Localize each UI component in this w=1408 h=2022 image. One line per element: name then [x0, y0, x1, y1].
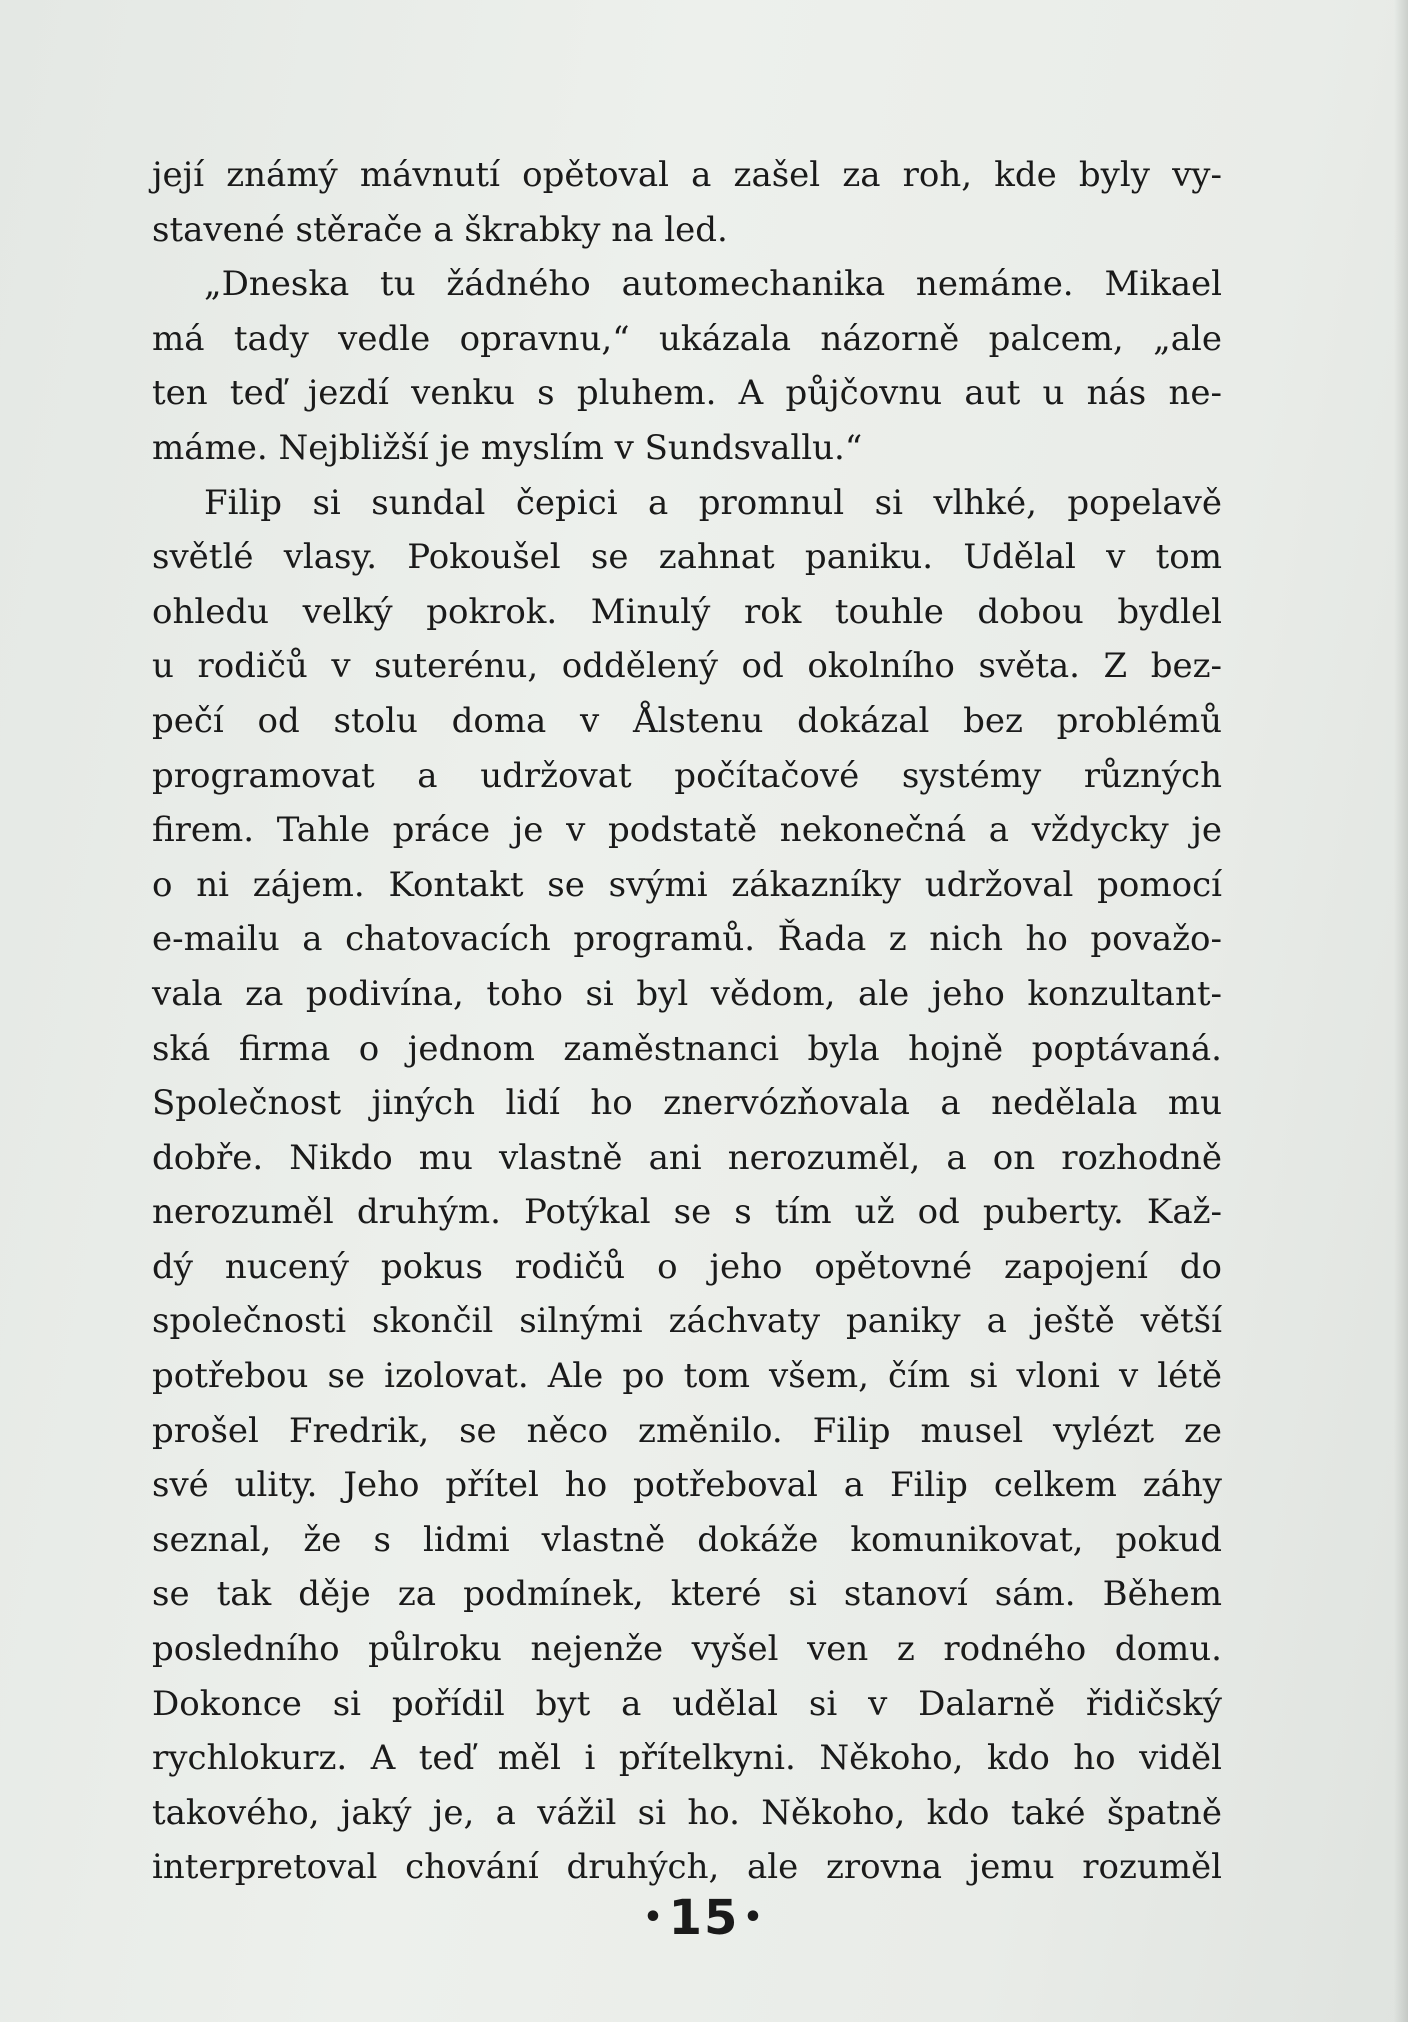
text-line: se tak děje za podmínek, které si stanoví sám. Během [152, 1574, 1222, 1615]
text-line: dobře. Nikdo mu vlastně ani nerozuměl, a on rozhodně [152, 1137, 1222, 1178]
text-line: stavené stěrače a škrabky na led. [152, 209, 728, 250]
text-line: dý nucený pokus rodičů o jeho opětovné zapojení do [152, 1246, 1222, 1287]
text-line: potřebou se izolovat. Ale po tom všem, čím si vloni v létě [152, 1356, 1222, 1397]
text-line: její známý mávnutí opětoval a zašel za roh, kde byly vy- [152, 155, 1222, 195]
text-line: své ulity. Jeho přítel ho potřeboval a Filip celkem záhy [152, 1465, 1222, 1506]
text-line: Společnost jiných lidí ho znervózňovala a nedělala mu [152, 1083, 1222, 1124]
text-line: prošel Fredrik, se něco změnilo. Filip musel vylézt ze [152, 1410, 1222, 1451]
text-line: rychlokurz. A teď měl i přítelkyni. Někoho, kdo ho viděl [152, 1738, 1222, 1779]
text-line: pečí od stolu doma v Ålstenu dokázal bez problémů [152, 700, 1222, 741]
page-number-folio [0, 1890, 1408, 1946]
text-line: společnosti skončil silnými záchvaty paniky a ještě větší [152, 1301, 1222, 1342]
text-line: ohledu velký pokrok. Minulý rok touhle dobou bydlel [152, 591, 1222, 632]
text-line: programovat a udržovat počítačové systémy různých [152, 755, 1222, 796]
text-line: světlé vlasy. Pokoušel se zahnat paniku. Udělal v tom [152, 537, 1222, 578]
text-line: má tady vedle opravnu,“ ukázala názorně palcem, „ale [152, 318, 1222, 359]
text-line: ten teď jezdí venku s pluhem. A půjčovnu aut u nás ne- [152, 373, 1222, 414]
page-number: 15 [668, 1890, 740, 1946]
text-line: firem. Tahle práce je v podstatě nekonečná a vždycky je [152, 810, 1222, 851]
text-line: seznal, že s lidmi vlastně dokáže komunikovat, pokud [152, 1519, 1222, 1560]
text-line: interpretoval chování druhých, ale zrovna jemu rozuměl [152, 1847, 1222, 1888]
page-edge-shadow [1394, 0, 1408, 2022]
text-line: Dokonce si pořídil byt a udělal si v Dalarně řidičský [152, 1683, 1222, 1724]
text-line: máme. Nejbližší je myslím v Sundsvallu.“ [152, 427, 863, 468]
text-line: vala za podivína, toho si byl vědom, ale jeho konzultant- [152, 973, 1222, 1014]
text-line: u rodičů v suterénu, oddělený od okolního světa. Z bez- [152, 646, 1222, 687]
body-text [152, 148, 1222, 1895]
text-line: o ni zájem. Kontakt se svými zákazníky udržoval pomocí [152, 864, 1222, 905]
text-line: nerozuměl druhým. Potýkal se s tím už od puberty. Kaž- [152, 1192, 1222, 1233]
text-line: e-mailu a chatovacích programů. Řada z nich ho považo- [152, 919, 1222, 960]
text-line-paragraph-start: Filip si sundal čepici a promnul si vlhké, popelavě [204, 482, 1222, 523]
folio-bullet-left: • [643, 1899, 665, 1935]
text-line: ská firma o jednom zaměstnanci byla hojně poptávaná. [152, 1028, 1222, 1069]
text-line-paragraph-start: „Dneska tu žádného automechanika nemáme. Mikael [204, 264, 1222, 305]
folio-bullet-right: • [743, 1899, 765, 1935]
text-line: takového, jaký je, a vážil si ho. Někoho, kdo také špatně [152, 1792, 1222, 1833]
text-line: posledního půlroku nejenže vyšel ven z rodného domu. [152, 1629, 1222, 1670]
